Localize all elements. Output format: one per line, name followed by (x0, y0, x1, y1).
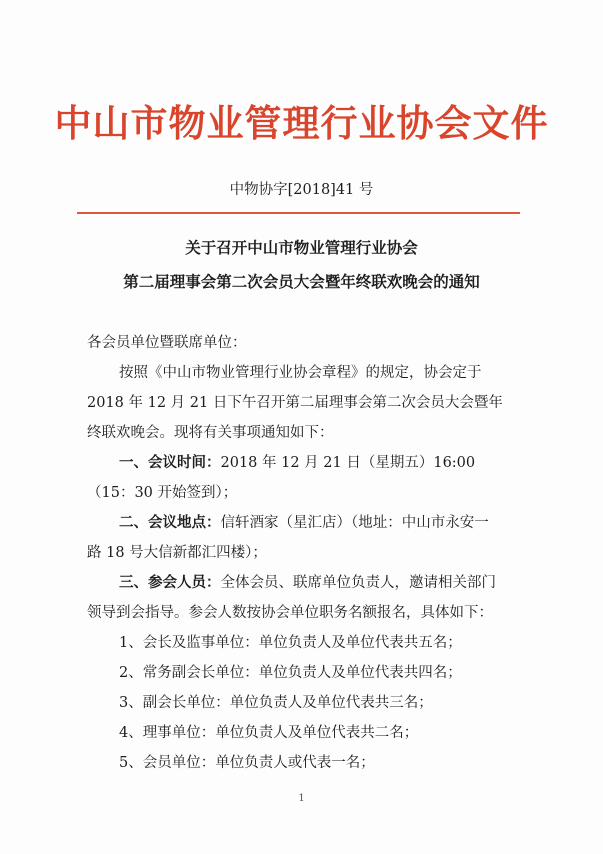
item-meeting-time-cont: （15：30 开始签到）； (87, 485, 238, 501)
item-attendees-cont: 领导到会指导。参会人数按协会单位职务名额报名，具体如下： (87, 605, 493, 621)
item-meeting-place (119, 511, 489, 532)
intro-line-1: 按照《中山市物业管理行业协会章程》的规定，协会定于 (119, 365, 482, 381)
list-item: 3、副会长单位：单位负责人及单位代表共三名； (119, 695, 433, 711)
page-number: 1 (298, 793, 305, 804)
header-divider (77, 212, 520, 214)
subject-line-1: 关于召开中山市物业管理行业协会 (185, 239, 418, 257)
intro-line-2: 2018 年 12 月 21 日下午召开第二届理事会第二次会员大会暨年 (87, 395, 503, 411)
item-attendees (119, 571, 496, 592)
item-meeting-place-prefix: 二、 (119, 515, 148, 531)
item-attendees-label: 参会人员： (148, 575, 221, 591)
document-number: 中物协字[2018]41 号 (229, 182, 374, 198)
document-header-title: 中山市物业管理行业协会文件 (54, 101, 549, 145)
intro-line-3: 终联欢晚会。现将有关事项通知如下： (87, 425, 334, 441)
item-meeting-time-label: 会议时间： (148, 455, 221, 471)
list-item: 1、会长及监事单位：单位负责人及单位代表共五名； (119, 635, 462, 651)
item-meeting-time-text: 2018 年 12 月 21 日（星期五）16:00 (220, 455, 476, 471)
item-meeting-place-label: 会议地点： (148, 515, 221, 531)
item-attendees-prefix: 三、 (119, 575, 148, 591)
subject-line-2: 第二届理事会第二次会员大会暨年终联欢晚会的通知 (123, 273, 480, 291)
item-attendees-text: 全体会员、联席单位负责人，邀请相关部门 (220, 575, 496, 591)
list-item: 5、会员单位：单位负责人或代表一名； (119, 755, 375, 771)
list-item: 2、常务副会长单位：单位负责人及单位代表共四名； (119, 665, 462, 681)
salutation: 各会员单位暨联席单位： (87, 335, 247, 351)
item-meeting-time-prefix: 一、 (119, 455, 148, 471)
item-meeting-time (119, 451, 475, 472)
item-meeting-place-text: 信轩酒家（星汇店）（地址：中山市永安一 (220, 515, 489, 531)
item-meeting-place-cont: 路 18 号大信新都汇四楼）； (87, 545, 267, 561)
list-item: 4、理事单位：单位负责人及单位代表共二名； (119, 725, 419, 741)
